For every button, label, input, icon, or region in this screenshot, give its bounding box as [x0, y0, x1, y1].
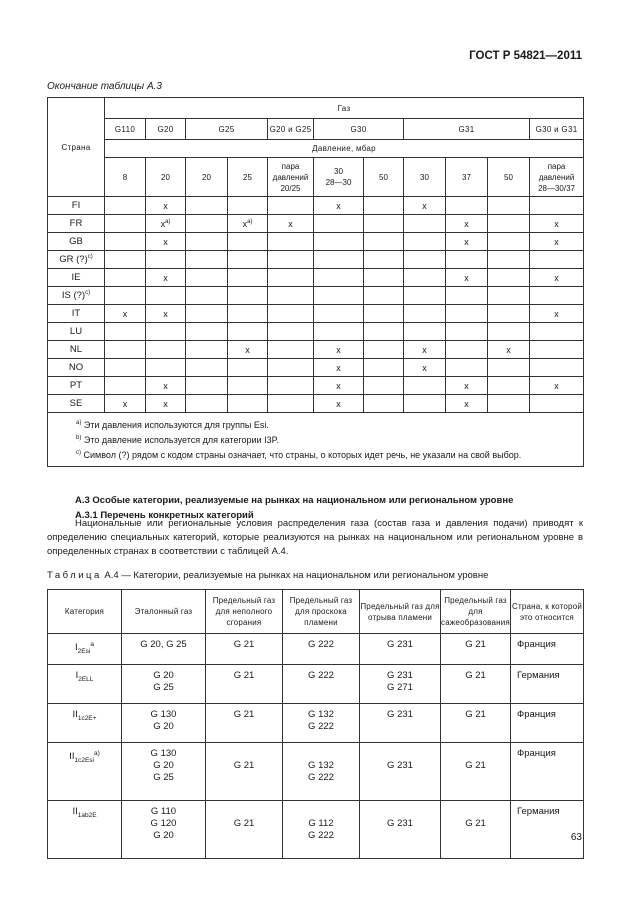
gas-value: G 231: [387, 709, 413, 720]
value-cell: $x^{a)}$: [146, 215, 186, 233]
value-cell: [268, 197, 314, 215]
value-cell: [364, 359, 404, 377]
value-cell: x: [146, 197, 186, 215]
value-cell: [186, 233, 228, 251]
table-row: [48, 377, 584, 395]
sooting-cell: G 21: [441, 634, 511, 665]
value-cell: [488, 269, 530, 287]
country-cell: Германия: [511, 665, 584, 704]
liftoff-cell: [360, 801, 441, 859]
value-cell: [446, 305, 488, 323]
reference-gas-cell: [122, 743, 206, 801]
value-cell: x: [105, 395, 146, 413]
value-cell: [530, 197, 584, 215]
gas-value: G 120: [150, 818, 177, 829]
page-number: 63: [570, 832, 582, 843]
country-cell: IT: [48, 305, 105, 323]
value-cell: [105, 197, 146, 215]
reference-gas-cell: [122, 665, 206, 704]
flashback-cell: [283, 665, 360, 704]
table-row: [48, 665, 584, 704]
country-cell: IS (?)$^{c)}$: [48, 287, 105, 305]
value-cell: x: [314, 197, 364, 215]
header-cell: Предельный газ для сажеобразования: [441, 590, 511, 634]
value-cell: x: [446, 395, 488, 413]
country-cell: GR (?)$^{c)}$: [48, 251, 105, 269]
table-a4: [47, 589, 584, 859]
value-cell: [488, 305, 530, 323]
value-cell: [404, 323, 446, 341]
gas-value: G 271: [387, 682, 413, 693]
value-cell: [446, 359, 488, 377]
value-cell: x: [314, 341, 364, 359]
gas-value: G 20: [153, 830, 174, 841]
gas-value: G 231: [387, 639, 413, 650]
category-cell: $I_{2Esi}^a$: [48, 634, 122, 665]
gas-cell: G30 и G31: [530, 119, 584, 140]
gas-cell: G31: [404, 119, 530, 140]
header-cell: Предельный газ для проскока пламени: [283, 590, 360, 634]
pressure-cell: 20: [146, 158, 186, 197]
category-subscript: 1c2Esi: [74, 757, 94, 764]
value-cell: [488, 251, 530, 269]
gas-value: G 20: [153, 721, 174, 732]
country-cell: NO: [48, 359, 105, 377]
liftoff-cell: [360, 665, 441, 704]
value-cell: [364, 215, 404, 233]
country-cell: SE: [48, 395, 105, 413]
value-cell: [146, 323, 186, 341]
value-cell: [404, 233, 446, 251]
value-cell: x: [146, 377, 186, 395]
value-cell: [268, 359, 314, 377]
sooting-cell: G 21: [441, 704, 511, 743]
header-cell: Предельный газ для отрыва пламени: [360, 590, 441, 634]
category-subscript: 2Esi: [77, 648, 91, 655]
gas-value: G 130: [150, 709, 177, 720]
gas-value: G 231: [387, 818, 413, 829]
incomplete-combustion-cell: G 21: [206, 665, 283, 704]
value-cell: [228, 359, 268, 377]
table-row: [48, 323, 584, 341]
gas-value: G 222: [308, 721, 334, 732]
table-row: [48, 197, 584, 215]
gas-value: G 132: [308, 709, 334, 720]
pressure-line: 28—30: [325, 178, 352, 187]
gas-value: G 25: [153, 772, 174, 783]
value-cell: x: [530, 233, 584, 251]
value-cell: [268, 287, 314, 305]
pressure-cell: 50: [488, 158, 530, 197]
header-pressure: Давление, мбар: [105, 140, 584, 158]
country-cell: FR: [48, 215, 105, 233]
table-row: [48, 269, 584, 287]
value-cell: [404, 305, 446, 323]
pressure-line: давлений: [272, 172, 309, 182]
value-cell: [105, 377, 146, 395]
gas-cell: G110: [105, 119, 146, 140]
pressure-cell: [268, 158, 314, 197]
pressure-line: 28—30/37: [538, 183, 575, 193]
flashback-cell: [283, 743, 360, 801]
value-cell: [228, 197, 268, 215]
country-cell: FI: [48, 197, 105, 215]
value-cell: [146, 251, 186, 269]
country-cell: Франция: [511, 704, 584, 743]
pressure-cell: 25: [228, 158, 268, 197]
value-cell: [186, 251, 228, 269]
value-cell: x: [146, 233, 186, 251]
section-heading: А.3 Особые категории, реализуемые на рынках на национальном или региональном уровне: [75, 495, 514, 506]
value-cell: [228, 305, 268, 323]
reference-gas-cell: [122, 801, 206, 859]
header-cell: Категория: [48, 590, 122, 634]
gas-row: [48, 119, 584, 140]
value-cell: [488, 377, 530, 395]
value-cell: [105, 215, 146, 233]
value-cell: [146, 341, 186, 359]
value-cell: [186, 341, 228, 359]
footnote-mark: a): [76, 420, 82, 426]
value-cell: [314, 233, 364, 251]
value-cell: [446, 251, 488, 269]
pressure-cell: [530, 158, 584, 197]
country-cell: Франция: [511, 634, 584, 665]
gas-value: G 130: [150, 748, 177, 759]
value-cell: [446, 197, 488, 215]
footnote: $^{c)}$ Символ (?) рядом с кодом страны означает, что страны, о которых идет речь, не указали на свой выбор.: [76, 450, 522, 460]
value-cell: [530, 395, 584, 413]
value-cell: [530, 287, 584, 305]
value-cell: x: [446, 269, 488, 287]
sooting-cell: G 21: [441, 743, 511, 801]
value-cell: [146, 359, 186, 377]
gas-cell: G20 и G25: [268, 119, 314, 140]
value-cell: x: [530, 269, 584, 287]
value-cell: [446, 341, 488, 359]
value-cell: [228, 251, 268, 269]
value-cell: [314, 251, 364, 269]
value-cell: [364, 251, 404, 269]
value-cell: x: [268, 215, 314, 233]
category-cell: $II_{1c2E+}$: [48, 704, 122, 743]
value-cell: [404, 287, 446, 305]
table-row: [48, 634, 584, 665]
table-row: [48, 215, 584, 233]
value-cell: [364, 341, 404, 359]
value-cell: x: [146, 395, 186, 413]
footnote-mark: c): [87, 253, 93, 260]
value-cell: [488, 215, 530, 233]
value-cell: [488, 233, 530, 251]
header-country: Страна: [48, 98, 105, 197]
pressure-cell: 20: [186, 158, 228, 197]
value-cell: [268, 269, 314, 287]
value-cell: [268, 305, 314, 323]
value-cell: [186, 269, 228, 287]
value-cell: [404, 269, 446, 287]
value-cell: [268, 233, 314, 251]
table-row: [48, 359, 584, 377]
value-cell: [364, 287, 404, 305]
value-cell: x: [146, 305, 186, 323]
value-cell: x: [446, 377, 488, 395]
country-cell: LU: [48, 323, 105, 341]
value-cell: x: [105, 305, 146, 323]
sooting-cell: G 21: [441, 665, 511, 704]
gas-cell: G20: [146, 119, 186, 140]
value-cell: x: [530, 215, 584, 233]
incomplete-combustion-cell: G 21: [206, 634, 283, 665]
table-continuation-label: Окончание таблицы А.3: [47, 81, 162, 92]
value-cell: [228, 377, 268, 395]
footnote: $^{a)}$ Эти давления используются для группы Esi.: [76, 420, 269, 430]
value-cell: [228, 269, 268, 287]
value-cell: [364, 377, 404, 395]
header-cell: Эталонный газ: [122, 590, 206, 634]
table-row: [48, 801, 584, 859]
pressure-line: пара: [547, 161, 566, 171]
section-paragraph: Национальные или региональные условия распределения газа (состав газа и давления подачи) приводят к определению специальных категорий, которые реализуются на рынках на национальном или региональном уровне в определенных странах в соответствии с таблицей А.4.: [47, 518, 583, 557]
value-cell: [404, 395, 446, 413]
caption-prefix: Таблица: [47, 570, 102, 581]
liftoff-cell: [360, 743, 441, 801]
value-cell: [186, 287, 228, 305]
value-cell: x: [446, 215, 488, 233]
category-subscript: 2ELL: [78, 676, 94, 683]
pressure-line: пара: [281, 161, 300, 171]
value-cell: [186, 197, 228, 215]
value-cell: [268, 395, 314, 413]
value-cell: [105, 341, 146, 359]
country-cell: GB: [48, 233, 105, 251]
gas-value: G 222: [308, 830, 334, 841]
gas-value: G 20: [153, 670, 174, 681]
value-cell: [186, 359, 228, 377]
footnote-mark: a): [247, 218, 253, 225]
document-id: ГОСТ Р 54821—2011: [469, 50, 582, 62]
value-cell: [446, 287, 488, 305]
value-cell: [186, 323, 228, 341]
value-cell: [446, 323, 488, 341]
flashback-cell: [283, 704, 360, 743]
pressure-line: 30: [334, 167, 343, 176]
category-subscript: 1c2E+: [77, 715, 97, 722]
category-subscript: 1ab2E: [77, 812, 97, 819]
value-cell: [530, 359, 584, 377]
gas-value: G 222: [308, 670, 334, 681]
gas-value: G 25: [153, 682, 174, 693]
value-cell: [314, 215, 364, 233]
value-cell: $x^{a)}$: [228, 215, 268, 233]
value-cell: [364, 269, 404, 287]
value-cell: [228, 287, 268, 305]
caption-text: А.4 — Категории, реализуемые на рынках на национальном или региональном уровне: [104, 570, 489, 581]
value-cell: x: [314, 359, 364, 377]
value-cell: [404, 251, 446, 269]
value-cell: x: [314, 377, 364, 395]
liftoff-cell: [360, 634, 441, 665]
value-cell: x: [446, 233, 488, 251]
footnote-mark: a): [94, 750, 100, 757]
gas-cell: G25: [186, 119, 268, 140]
table-row: [48, 233, 584, 251]
value-cell: x: [404, 359, 446, 377]
table-row: [48, 287, 584, 305]
gas-cell: G30: [314, 119, 404, 140]
value-cell: [228, 395, 268, 413]
table-row: [48, 395, 584, 413]
value-cell: x: [530, 305, 584, 323]
value-cell: [314, 305, 364, 323]
header-cell: Страна, к которой это относится: [511, 590, 584, 634]
table-a4-caption: [47, 570, 488, 581]
value-cell: [105, 251, 146, 269]
table-notes: [48, 413, 584, 467]
table-row: [48, 743, 584, 801]
value-cell: x: [404, 341, 446, 359]
footnote: $^{b)}$ Это давление используется для категории I3P.: [76, 435, 279, 445]
country-cell: IE: [48, 269, 105, 287]
value-cell: [488, 323, 530, 341]
value-cell: x: [314, 395, 364, 413]
value-cell: x: [228, 341, 268, 359]
table-row: [48, 704, 584, 743]
value-cell: [268, 377, 314, 395]
value-cell: [364, 323, 404, 341]
footnote-mark: a): [165, 218, 171, 225]
value-cell: [488, 395, 530, 413]
table-a3: [47, 97, 584, 467]
gas-value: G 231: [387, 670, 413, 681]
value-cell: [364, 233, 404, 251]
table-row: [48, 341, 584, 359]
value-cell: [186, 305, 228, 323]
section-subheading: А.3.1 Перечень конкретных категорий: [75, 510, 254, 521]
value-cell: [314, 323, 364, 341]
value-cell: [228, 323, 268, 341]
value-cell: [268, 323, 314, 341]
gas-value: G 20, G 25: [140, 639, 187, 650]
country-cell: PT: [48, 377, 105, 395]
value-cell: [530, 323, 584, 341]
gas-value: G 222: [308, 772, 334, 783]
pressure-row: [48, 158, 584, 197]
category-cell: $I_{2ELL}$: [48, 665, 122, 704]
value-cell: [186, 377, 228, 395]
pressure-cell: [314, 158, 364, 197]
pressure-cell: 30: [404, 158, 446, 197]
value-cell: [105, 269, 146, 287]
value-cell: [364, 197, 404, 215]
table-row: [48, 305, 584, 323]
value-cell: [146, 287, 186, 305]
value-cell: x: [404, 197, 446, 215]
value-cell: [364, 395, 404, 413]
value-cell: [228, 233, 268, 251]
value-cell: [186, 395, 228, 413]
incomplete-combustion-cell: G 21: [206, 801, 283, 859]
value-cell: [364, 305, 404, 323]
value-cell: [105, 323, 146, 341]
table-a4-header: [48, 590, 584, 634]
value-cell: [404, 377, 446, 395]
footnote-mark: c): [85, 289, 91, 296]
pressure-line: давлений: [538, 172, 575, 182]
reference-gas-cell: [122, 704, 206, 743]
value-cell: x: [530, 377, 584, 395]
footnote-mark: c): [76, 450, 81, 456]
gas-value: G 20: [153, 760, 174, 771]
category-cell: $II_{1c2Esi}^{a)}$: [48, 743, 122, 801]
value-cell: [105, 287, 146, 305]
flashback-cell: [283, 634, 360, 665]
value-cell: [268, 341, 314, 359]
pressure-cell: 8: [105, 158, 146, 197]
gas-value: G 112: [308, 818, 334, 829]
sooting-cell: G 21: [441, 801, 511, 859]
liftoff-cell: [360, 704, 441, 743]
pressure-cell: 50: [364, 158, 404, 197]
gas-value: G 222: [308, 639, 334, 650]
footnote-mark: b): [76, 435, 82, 441]
value-cell: [314, 287, 364, 305]
value-cell: [404, 215, 446, 233]
value-cell: x: [146, 269, 186, 287]
country-cell: Франция: [511, 743, 584, 801]
value-cell: [488, 287, 530, 305]
incomplete-combustion-cell: G 21: [206, 704, 283, 743]
value-cell: [530, 251, 584, 269]
pressure-line: 20/25: [280, 183, 301, 193]
table-row: [48, 251, 584, 269]
gas-value: G 132: [308, 760, 334, 771]
pressure-cell: 37: [446, 158, 488, 197]
category-cell: $II_{1ab2E}$: [48, 801, 122, 859]
gas-value: G 231: [387, 760, 413, 771]
footnote-mark: a: [90, 641, 94, 648]
value-cell: [530, 341, 584, 359]
country-cell: Германия: [511, 801, 584, 859]
value-cell: [105, 359, 146, 377]
gas-value: G 110: [150, 806, 177, 817]
header-gas: Газ: [105, 98, 584, 119]
incomplete-combustion-cell: G 21: [206, 743, 283, 801]
value-cell: [488, 359, 530, 377]
flashback-cell: [283, 801, 360, 859]
value-cell: [268, 251, 314, 269]
value-cell: [105, 233, 146, 251]
value-cell: [488, 197, 530, 215]
value-cell: x: [488, 341, 530, 359]
country-cell: NL: [48, 341, 105, 359]
header-cell: Предельный газ для неполного сгорания: [206, 590, 283, 634]
value-cell: [186, 215, 228, 233]
value-cell: [314, 269, 364, 287]
reference-gas-cell: [122, 634, 206, 665]
